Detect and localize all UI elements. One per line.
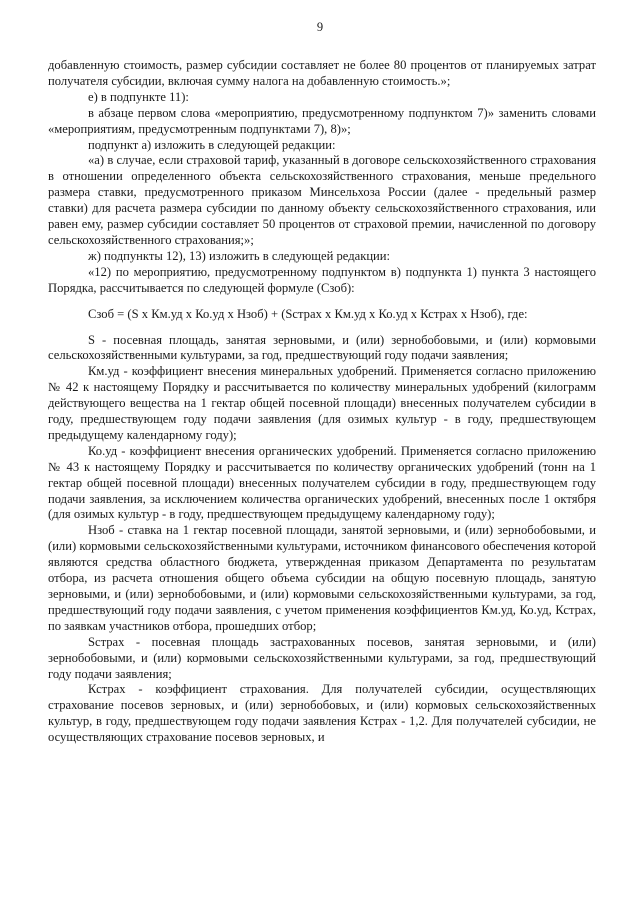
paragraph-subpoint-a-intro: подпункт а) изложить в следующей редакции:	[88, 137, 336, 152]
definition-km-ud: Км.уд - коэффициент внесения минеральных удобрений. Применяется согласно приложению № 42 к настоящему Порядку и рассчитывается по количеству минеральных удобрений (килограмм действующего вещества на 1 гектар общей посевной площади) внесенных получателем субсидии в году, предшествующем году подачи заявления (для озимых культур - в году, предшествующем предыдущему календарному году);	[48, 364, 596, 442]
definition-s-strah: Sстрах - посевная площадь застрахованных посевов, занятая зерновыми, и (или) зернобобовыми, и (или) кормовыми сельскохозяйственными культурами, за год, предшествующий году подачи заявления;	[48, 634, 596, 681]
definition-ko-ud: Ко.уд - коэффициент внесения органических удобрений. Применяется согласно приложению № 43 к настоящему Порядку и рассчитывается по количеству органических удобрений (тонн на 1 гектар общей посевной площади) внесенных получателем субсидии в году, предшествующем году подачи заявления, за исключением количества органических удобрений, внесенных после 1 октября (для озимых культур - в году, предшествующем предыдущему календарному году);	[48, 443, 596, 522]
document-body	[48, 58, 596, 746]
paragraph-subpoint-a-text: «а) в случае, если страховой тариф, указанный в договоре сельскохозяйственного страхования в отношении определенного объекта сельскохозяйственного страхования, меньше предельного размера ставки, предусмотренного приказом Минсельхоза России (далее - предельный размер ставки) для расчета размера субсидии по данному объекту сельскохозяйственного страхования, или равен ему, размер субсидии составляет 50 процентов от страховой премии, начисленной по договору сельскохозяйственного страхования;»;	[48, 153, 596, 247]
definition-k-strah: Кстрах - коэффициент страхования. Для получателей субсидии, осуществляющих страхование посевов зерновых, и (или) зернобобовых, и (или) кормовых сельскохозяйственных культур, в году, предшествующем году подачи заявления Кстрах - 1,2. Для получателей субсидии, не осуществляющих страхование посевов зерновых, и	[48, 682, 596, 745]
page-number: 9	[316, 20, 324, 34]
paragraph-replace-words: в абзаце первом слова «мероприятию, предусмотренному подпунктом 7)» заменить словами «мероприятиям, предусмотренным подпунктами 7), 8)»;	[48, 105, 596, 136]
formula: Сзоб = (S х Км.уд х Ко.уд х Нзоб) + (Sстрах х Км.уд х Ко.уд х Кстрах х Нзоб), где:	[88, 306, 528, 321]
paragraph-subpoint-zh: ж) подпункты 12), 13) изложить в следующей редакции:	[88, 248, 391, 263]
paragraph-subsidy-limit: добавленную стоимость, размер субсидии составляет не более 80 процентов от планируемых затрат получателя субсидии, включая сумму налога на добавленную стоимость.»;	[48, 58, 596, 88]
definition-s: S - посевная площадь, занятая зерновыми, и (или) зернобобовыми, и (или) кормовыми сельскохозяйственными культурами, за год, предшествующий году подачи заявления;	[48, 332, 596, 363]
paragraph-subpoint-e: е) в подпункте 11):	[88, 89, 189, 104]
paragraph-point-12: «12) по мероприятию, предусмотренному подпунктом в) подпункта 1) пункта 3 настоящего Порядка, рассчитывается по следующей формуле (Сзоб):	[48, 264, 596, 295]
definition-nzob: Нзоб - ставка на 1 гектар посевной площади, занятой зерновыми, и (или) зернобобовыми, и (или) кормовыми сельскохозяйственными культурами, источником финансового обеспечения которой являются средства областного бюджета, утвержденная приказом Департамента по результатам отбора, из расчета отношения общего объема субсидии на общую посевную площадь, занятую зерновыми, и (или) зернобобовыми, и (или) кормовыми сельскохозяйственными культурами, за год, предшествующий году подачи заявления, с учетом применения коэффициентов Км.уд, Ко.уд, Кстрах, по заявкам участников отбора, прошедших отбор;	[48, 523, 596, 633]
